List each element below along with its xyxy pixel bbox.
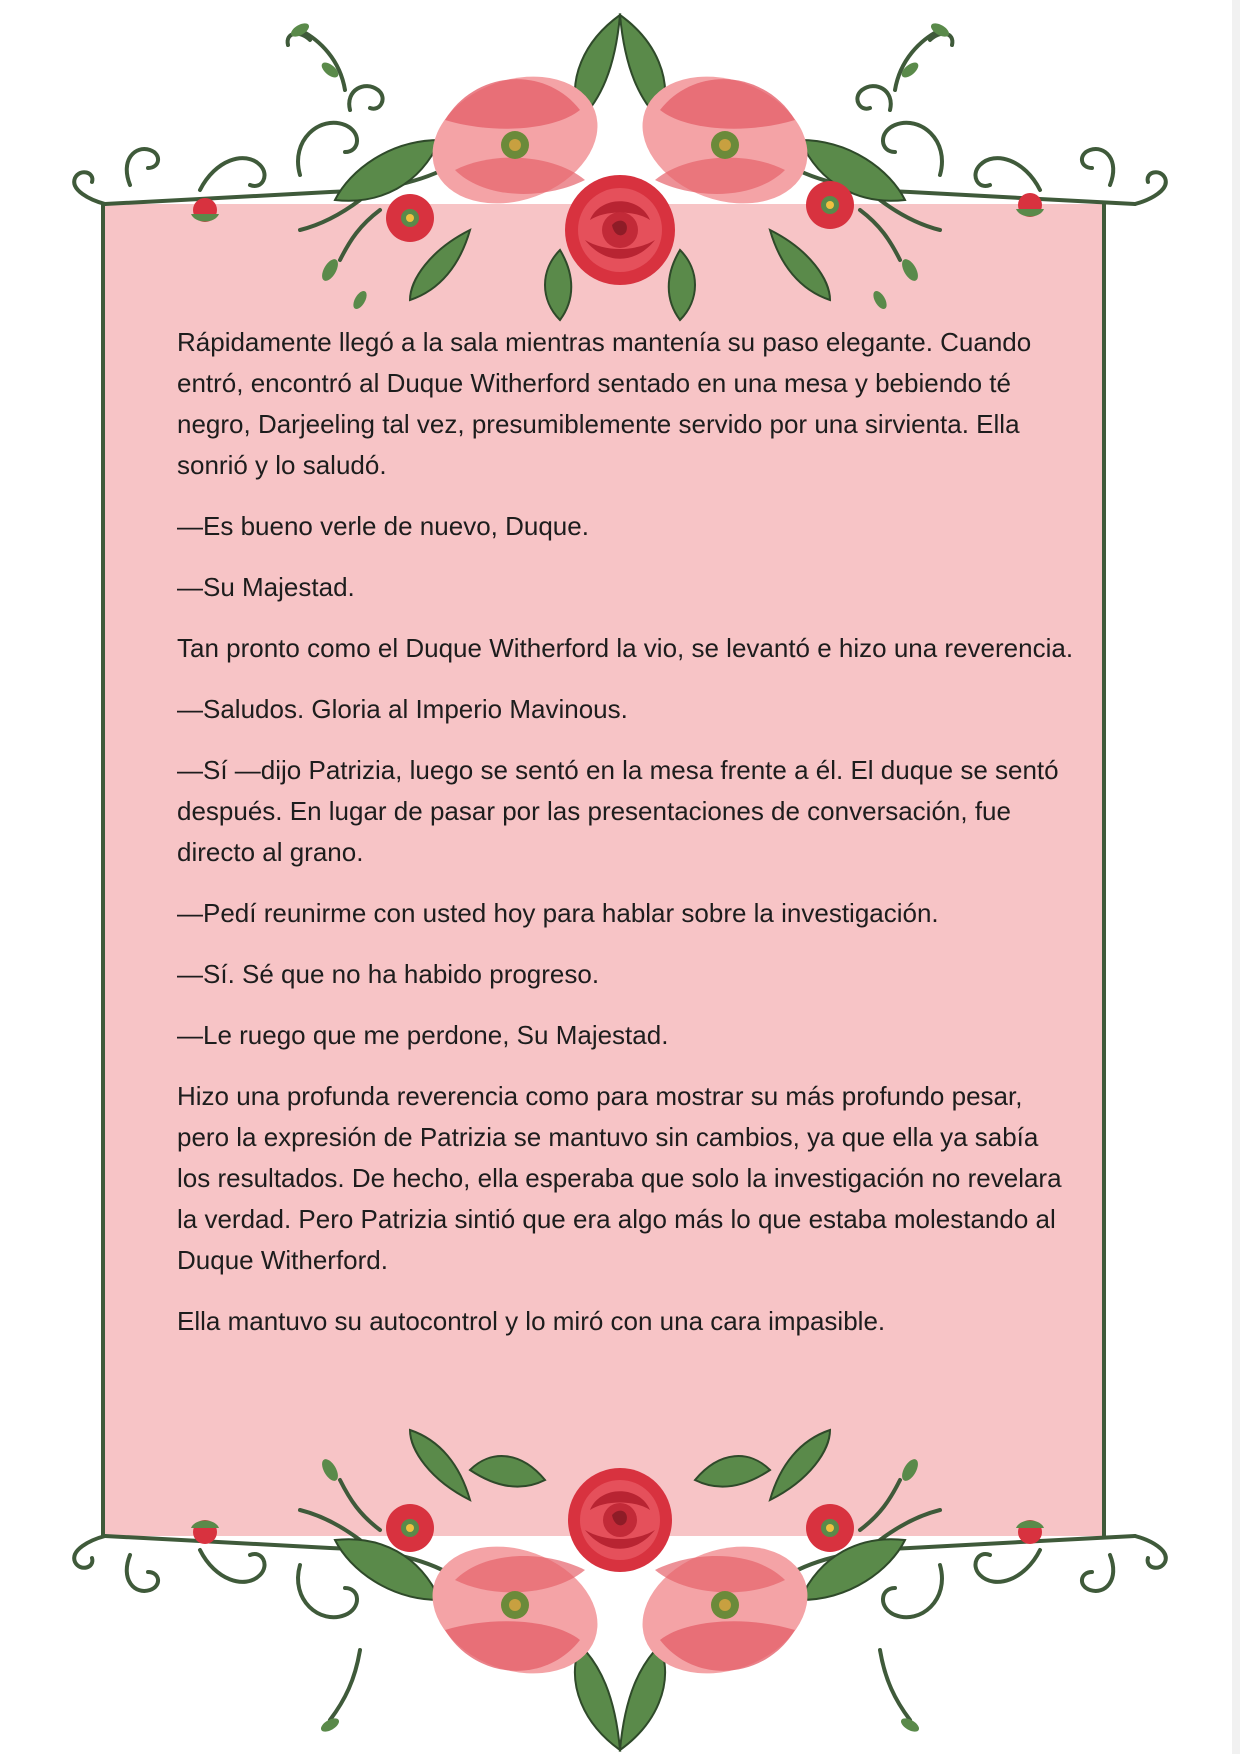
paragraph: —Saludos. Gloria al Imperio Mavinous. bbox=[177, 694, 628, 724]
paragraph: Rápidamente llegó a la sala mientras mantenía su paso elegante. Cuando entró, encontró al Duque Witherford sentado en una mesa y bebiendo té negro, Darjeeling tal vez, presumiblemente servido por una sirvienta. Ella sonrió y lo saludó. bbox=[177, 327, 1032, 480]
paragraph: —Sí —dijo Patrizia, luego se sentó en la mesa frente a él. El duque se sentó después. En lugar de pasar por las presentaciones de conversación, fue directo al grano. bbox=[177, 755, 1059, 867]
paragraph: —Su Majestad. bbox=[177, 572, 355, 602]
paragraph: —Le ruego que me perdone, Su Majestad. bbox=[177, 1020, 669, 1050]
paragraph: Tan pronto como el Duque Witherford la vio, se levantó e hizo una reverencia. bbox=[177, 633, 1074, 663]
floral-ornament-top bbox=[0, 0, 1240, 330]
floral-ornament-bottom bbox=[0, 1420, 1240, 1754]
paragraph: —Sí. Sé que no ha habido progreso. bbox=[177, 959, 600, 989]
paragraph: —Es bueno verle de nuevo, Duque. bbox=[177, 511, 589, 541]
paragraph: Ella mantuvo su autocontrol y lo miró con una cara impasible. bbox=[177, 1306, 886, 1336]
paragraph: Hizo una profunda reverencia como para mostrar su más profundo pesar, pero la expresión de Patrizia se mantuvo sin cambios, ya que ella ya sabía los resultados. De hecho, ella esperaba que solo la investigación no revelara la verdad. Pero Patrizia sintió que era algo más lo que estaba molestando al Duque Witherford. bbox=[177, 1081, 1062, 1275]
paragraph: —Pedí reunirme con usted hoy para hablar sobre la investigación. bbox=[177, 898, 939, 928]
story-text bbox=[177, 322, 1077, 1362]
